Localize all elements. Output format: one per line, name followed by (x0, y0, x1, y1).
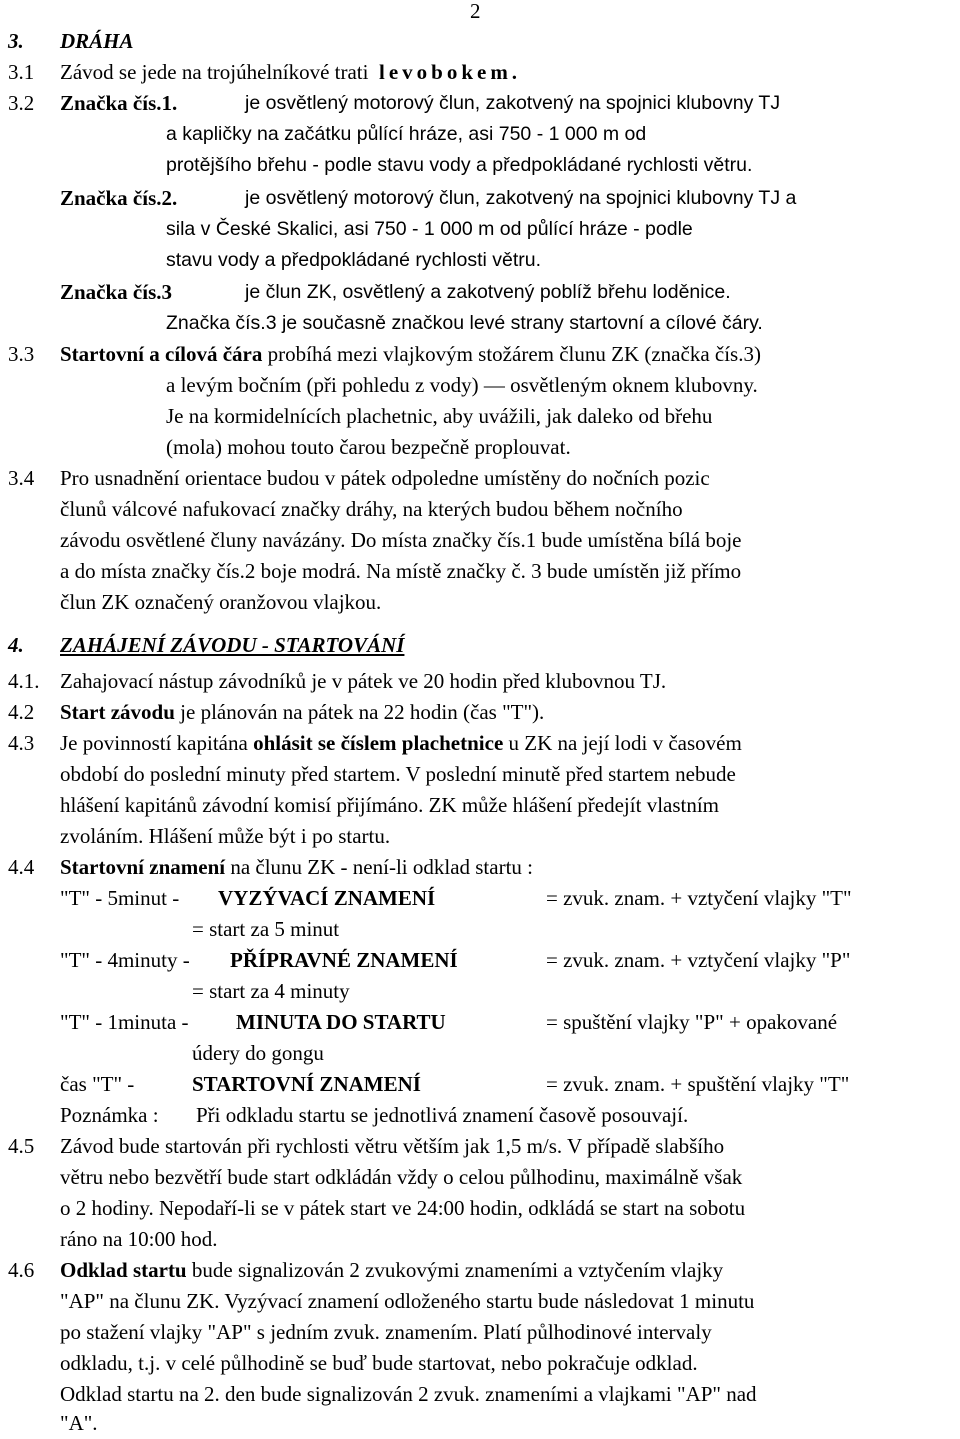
signal-name: MINUTA DO STARTU (236, 1010, 446, 1034)
para-4-2-number: 4.2 (8, 700, 35, 724)
mark-3-line-2: Značka čís.3 je současně značkou levé strany startovní a cílové čáry. (166, 312, 763, 334)
mark-2-line-3: stavu vody a předpokládané rychlosti větru. (166, 249, 542, 271)
para-4-5-line-3: o 2 hodiny. Nepodaří-li se v pátek start ve 24:00 hodin, odkládá se start na sobotu (60, 1196, 746, 1220)
para-4-1-line-1: Zahajovací nástup závodníků je v pátek ve 20 hodin před klubovnou TJ. (60, 669, 667, 693)
para-3-4-line-2: člunů válcové nafukovací značky dráhy, na kterých budou během nočního (60, 497, 683, 521)
para-3-3-line-3: Je na kormidelnících plachetnic, aby uvážili, jak daleko od břehu (166, 404, 713, 428)
note-label: Poznámka : (60, 1103, 159, 1127)
para-4-6-line-4: odkladu, t.j. v celé půlhodině se buď bude startovat, nebo pokračuje odklad. (60, 1351, 698, 1375)
mark-2-line-2: sila v České Skalici, asi 750 - 1 000 m od půlící hráze - podle (166, 218, 693, 240)
para-3-3-line-4: (mola) mohou touto čarou bezpečně proplouvat. (166, 435, 571, 459)
para-3-3-line-2: a levým bočním (při pohledu z vody) ― osvětleným oknem klubovny. (166, 373, 758, 397)
para-4-4-line-1: Startovní znamení na člunu ZK - není-li odklad startu : (60, 855, 534, 879)
signal-time: "T" - 5minut - (60, 886, 180, 910)
para-4-3-line-3: hlášení kapitánů závodní komisí přijímáno. ZK může hlášení předejít vlastním (60, 793, 720, 817)
mark-1-line-1: je osvětlený motorový člun, zakotvený na spojnici klubovny TJ (245, 92, 781, 114)
para-3-1-number: 3.1 (8, 60, 35, 84)
signal-name: STARTOVNÍ ZNAMENÍ (192, 1072, 421, 1096)
signal-note: = start za 4 minuty (192, 979, 350, 1003)
para-4-3-line-1: Je povinností kapitána ohlásit se číslem plachetnice u ZK na její lodi v časovém (60, 731, 742, 755)
para-4-2-line-1: Start závodu je plánován na pátek na 22 hodin (čas "T"). (60, 700, 545, 724)
signal-action: = zvuk. znam. + vztyčení vlajky "P" (546, 948, 851, 972)
section-4-number: 4. (8, 633, 24, 657)
signal-name: PŘÍPRAVNÉ ZNAMENÍ (230, 948, 458, 972)
mark-1-label: Značka čís.1. (60, 91, 178, 115)
para-4-6-line-3: po stažení vlajky "AP" s jedním zvuk. znamením. Platí půlhodinové intervaly (60, 1320, 712, 1344)
para-4-6-line-5: Odklad startu na 2. den bude signalizován 2 zvuk. znameními a vlajkami "AP" nad (60, 1382, 757, 1406)
para-4-6-line-6: "A". (60, 1411, 98, 1435)
section-4-title: ZAHÁJENÍ ZÁVODU - STARTOVÁNÍ (60, 633, 405, 657)
signal-note: údery do gongu (192, 1041, 324, 1065)
mark-1-line-2: a kapličky na začátku půlící hráze, asi 750 - 1 000 m od (166, 123, 647, 145)
signal-time: "T" - 1minuta - (60, 1010, 189, 1034)
para-4-4-number: 4.4 (8, 855, 35, 879)
section-3-number: 3. (8, 29, 24, 53)
para-4-6-line-1: Odklad startu bude signalizován 2 zvukovými znameními a vztyčením vlajky (60, 1258, 724, 1282)
signal-note: = start za 5 minut (192, 917, 340, 941)
para-4-5-line-2: větru nebo bezvětří bude start odkládán vždy o celou půlhodinu, maximálně však (60, 1165, 743, 1189)
para-3-4-number: 3.4 (8, 466, 35, 490)
signal-time: čas "T" - (60, 1072, 135, 1096)
section-3-title: DRÁHA (60, 29, 134, 53)
page-number: 2 (470, 0, 481, 23)
para-3-4-line-3: závodu osvětlené čluny navázány. Do místa značky čís.1 bude umístěna bílá boje (60, 528, 742, 552)
para-4-5-line-4: ráno na 10:00 hod. (60, 1227, 218, 1251)
para-3-1-line-1: Závod se jede na trojúhelníkové trati levobokem. (60, 60, 522, 84)
signal-time: "T" - 4minuty - (60, 948, 190, 972)
para-4-3-line-2: období do poslední minuty před startem. V poslední minutě před startem nebude (60, 762, 736, 786)
mark-2-label: Značka čís.2. (60, 186, 178, 210)
para-3-3-line-1: Startovní a cílová čára probíhá mezi vlajkovým stožárem člunu ZK (značka čís.3) (60, 342, 761, 366)
para-3-4-line-5: člun ZK označený oranžovou vlajkou. (60, 590, 382, 614)
para-4-3-number: 4.3 (8, 731, 35, 755)
para-4-5-number: 4.5 (8, 1134, 35, 1158)
mark-3-line-1: je člun ZK, osvětlený a zakotvený poblíž břehu loděnice. (245, 281, 731, 303)
mark-2-line-1: je osvětlený motorový člun, zakotvený na spojnici klubovny TJ a (245, 187, 797, 209)
signal-action: = zvuk. znam. + vztyčení vlajky "T" (546, 886, 852, 910)
signal-action: = spuštění vlajky "P" + opakované (546, 1010, 838, 1034)
para-4-1-number: 4.1. (8, 669, 40, 693)
mark-3-label: Značka čís.3 (60, 280, 173, 304)
spaced-emphasis: levobokem. (378, 60, 522, 84)
signal-name: VYZÝVACÍ ZNAMENÍ (218, 886, 436, 910)
note-text: Při odkladu startu se jednotlivá znamení časově posouvají. (196, 1103, 689, 1127)
para-4-6-line-2: "AP" na člunu ZK. Vyzývací znamení odloženého startu bude následovat 1 minutu (60, 1289, 755, 1313)
para-4-6-number: 4.6 (8, 1258, 35, 1282)
signal-action: = zvuk. znam. + spuštění vlajky "T" (546, 1072, 850, 1096)
para-3-2-number: 3.2 (8, 91, 35, 115)
mark-1-line-3: protějšího břehu - podle stavu vody a předpokládané rychlosti větru. (166, 154, 753, 176)
para-3-3-number: 3.3 (8, 342, 35, 366)
para-3-4-line-4: a do místa značky čís.2 boje modrá. Na místě značky č. 3 bude umístěn již přímo (60, 559, 742, 583)
para-3-4-line-1: Pro usnadnění orientace budou v pátek odpoledne umístěny do nočních pozic (60, 466, 710, 490)
para-4-3-line-4: zvoláním. Hlášení může být i po startu. (60, 824, 391, 848)
para-4-5-line-1: Závod bude startován při rychlosti větru větším jak 1,5 m/s. V případě slabšího (60, 1134, 725, 1158)
